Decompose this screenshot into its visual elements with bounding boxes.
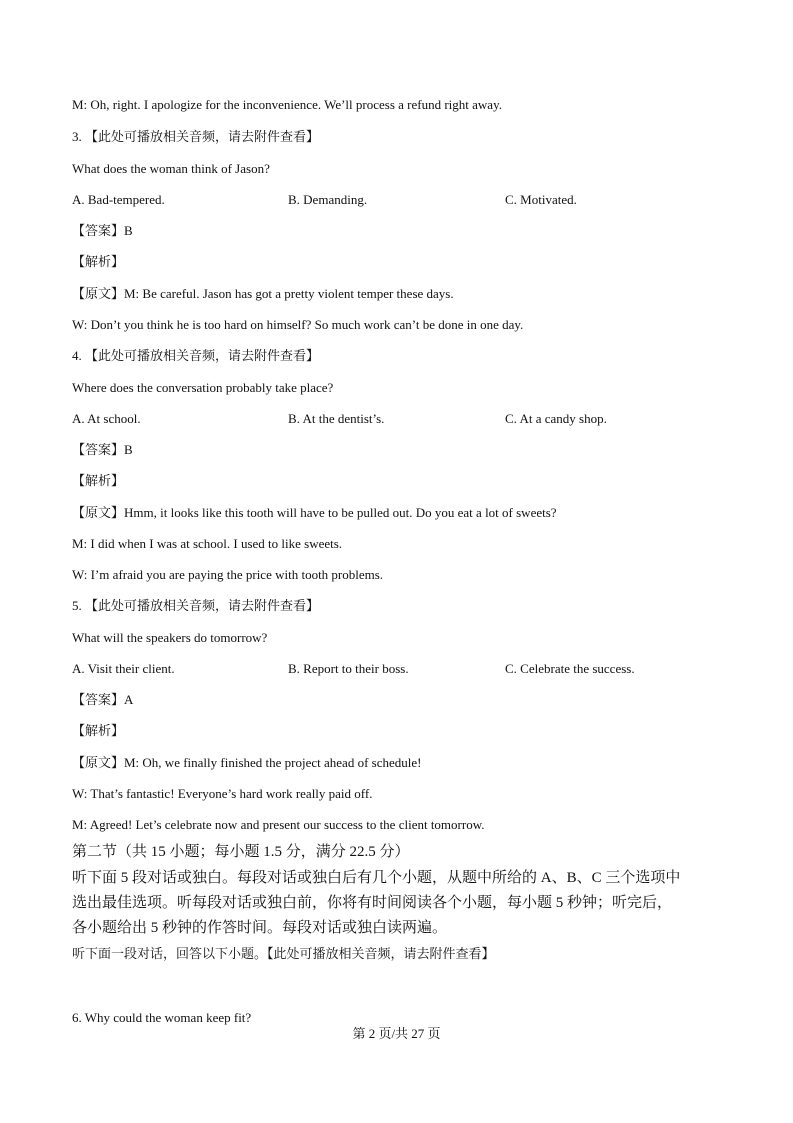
question-3-analysis: 【解析】 xyxy=(72,254,125,269)
question-5-option-b: B. Report to their boss. xyxy=(288,661,409,676)
section-2-instructions-3: 各小题给出 5 秒钟的作答时间。每段对话或独白读两遍。 xyxy=(72,920,448,936)
question-4-answer: 【答案】B xyxy=(72,442,133,457)
question-4-analysis: 【解析】 xyxy=(72,473,125,488)
question-5-analysis: 【解析】 xyxy=(72,723,125,738)
question-4-option-b: B. At the dentist’s. xyxy=(288,411,385,426)
question-3-option-c: C. Motivated. xyxy=(505,192,577,207)
question-3-option-a: A. Bad-tempered. xyxy=(72,192,165,207)
section-2-title: 第二节（共 15 小题；每小题 1.5 分，满分 22.5 分） xyxy=(72,844,410,860)
question-5-header: 5. 【此处可播放相关音频，请去附件查看】 xyxy=(72,598,320,613)
question-4-transcript-3: W: I’m afraid you are paying the price with tooth problems. xyxy=(72,567,384,582)
question-4-transcript-1: 【原文】Hmm, it looks like this tooth will have to be pulled out. Do you eat a lot of sweets? xyxy=(72,505,557,520)
question-3-transcript-1: 【原文】M: Be careful. Jason has got a pretty violent temper these days. xyxy=(72,286,454,301)
section-2-instructions-1: 听下面 5 段对话或独白。每段对话或独白后有几个小题，从题中所给的 A、B、C 三个选项中 xyxy=(72,870,681,886)
question-3-option-b: B. Demanding. xyxy=(288,192,368,207)
question-5-option-a: A. Visit their client. xyxy=(72,661,175,676)
question-4-transcript-2: M: I did when I was at school. I used to like sweets. xyxy=(72,536,343,551)
question-5-option-c: C. Celebrate the success. xyxy=(505,661,635,676)
section-2-instructions-2: 选出最佳选项。听每段对话或独白前，你将有时间阅读各个小题，每小题 5 秒钟；听完后， xyxy=(72,895,673,911)
question-5-transcript-3: M: Agreed! Let’s celebrate now and present our success to the client tomorrow. xyxy=(72,817,485,832)
question-3-answer: 【答案】B xyxy=(72,223,133,238)
question-5-answer: 【答案】A xyxy=(72,692,134,707)
question-5-text: What will the speakers do tomorrow? xyxy=(72,630,268,645)
page-footer: 第 2 页/共 27 页 xyxy=(352,1026,441,1041)
question-4-option-a: A. At school. xyxy=(72,411,141,426)
section-2-instructions-4: 听下面一段对话，回答以下小题。【此处可播放相关音频，请去附件查看】 xyxy=(72,946,495,961)
question-6-text: 6. Why could the woman keep fit? xyxy=(72,1010,252,1025)
question-5-transcript-2: W: That’s fantastic! Everyone’s hard work really paid off. xyxy=(72,786,373,801)
question-4-text: Where does the conversation probably take place? xyxy=(72,380,334,395)
question-3-text: What does the woman think of Jason? xyxy=(72,161,270,176)
question-4-header: 4. 【此处可播放相关音频，请去附件查看】 xyxy=(72,348,320,363)
question-4-option-c: C. At a candy shop. xyxy=(505,411,607,426)
question-5-transcript-1: 【原文】M: Oh, we finally finished the project ahead of schedule! xyxy=(72,755,422,770)
question-3-header: 3. 【此处可播放相关音频，请去附件查看】 xyxy=(72,129,320,144)
dialogue-line: M: Oh, right. I apologize for the inconvenience. We’ll process a refund right away. xyxy=(72,97,502,112)
question-3-transcript-2: W: Don’t you think he is too hard on himself? So much work can’t be done in one day. xyxy=(72,317,524,332)
